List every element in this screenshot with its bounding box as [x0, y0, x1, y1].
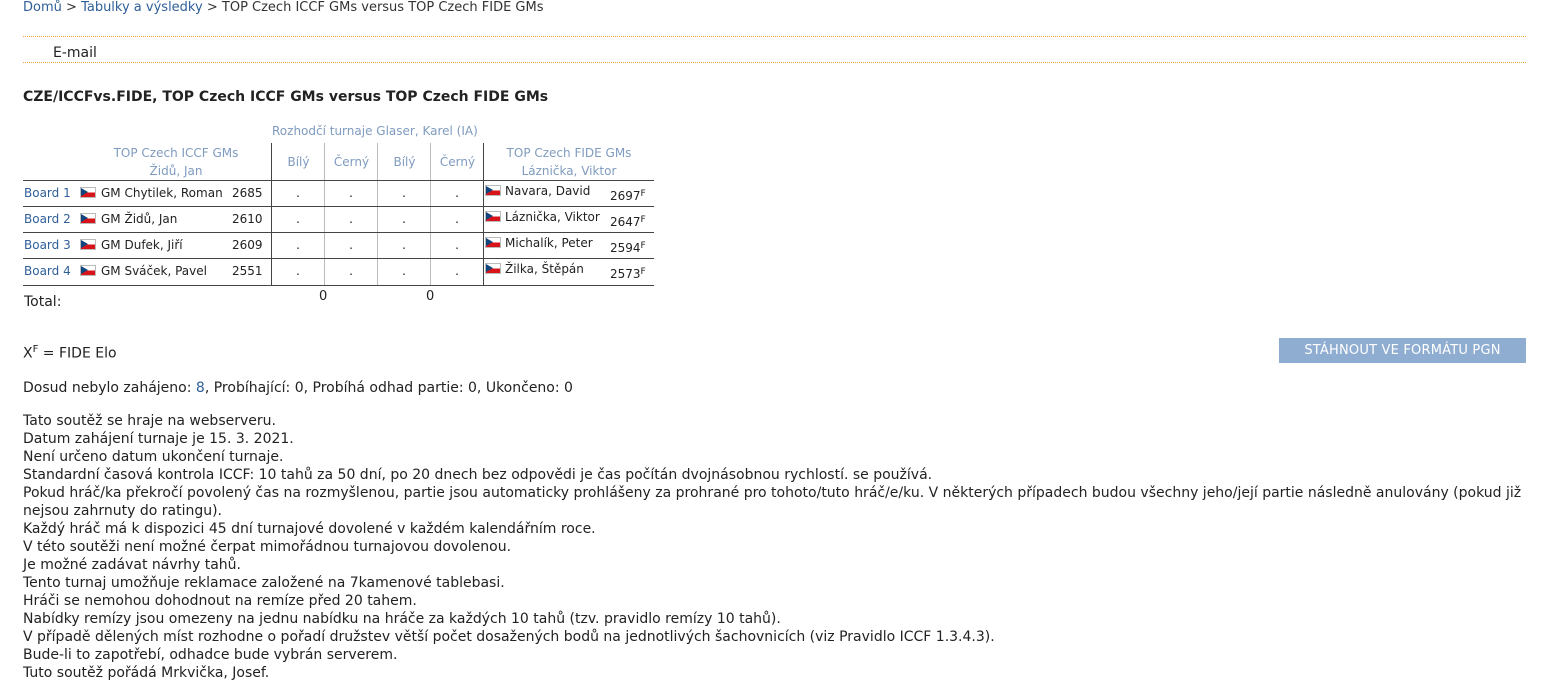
- rule-line: Hráči se nemohou dohodnout na remíze před 20 tahem.: [23, 593, 417, 609]
- rule-line: Pokud hráč/ka překročí povolený čas na rozmyšlenou, partie jsou automaticky prohlášeny za prohrané pro tohoto/tuto hráč/e/ku. V některých případech budou všechny jeho/její partie následně anulovány (pokud již nejsou zahrnuty do ratingu).: [23, 485, 1522, 519]
- total-label: Total:: [24, 294, 62, 310]
- flag-icon: [80, 264, 96, 278]
- grid-line: [271, 143, 272, 286]
- player-name[interactable]: GM Chytilek, Roman: [101, 186, 223, 200]
- rule-line: V případě dělených míst rozhodne o pořadí družstev větší počet dosažených bodů na jednotlivých šachovnicích (viz Pravidlo ICCF 1.3.4.3).: [23, 629, 995, 645]
- breadcrumb-home-link[interactable]: Domů: [23, 0, 62, 15]
- player-name[interactable]: Láznička, Viktor: [505, 210, 600, 224]
- player-rating: $2594^F$: [610, 241, 646, 255]
- result-cell[interactable]: .: [296, 212, 300, 226]
- team-right-name[interactable]: TOP Czech FIDE GMs: [506, 146, 632, 160]
- player-name[interactable]: Žilka, Štěpán: [505, 262, 584, 276]
- total-right-score: 0: [426, 289, 435, 304]
- column-header: Bílý: [287, 155, 310, 169]
- row-divider: [23, 285, 654, 286]
- page-title: CZE/ICCFvs.FIDE, TOP Czech ICCF GMs versus TOP Czech FIDE GMs: [23, 89, 549, 105]
- board-link[interactable]: Board 4: [24, 264, 71, 278]
- rule-line: Nabídky remízy jsou omezeny na jednu nabídku na hráče za každých 10 tahů (tzv. pravidlo remízy 10 tahů).: [23, 611, 781, 627]
- result-cell[interactable]: .: [402, 186, 406, 200]
- player-rating: $2697^F$: [610, 189, 646, 203]
- player-rating: $2647^F$: [610, 215, 646, 229]
- download-pgn-button[interactable]: STÁHNOUT VE FORMÁTU PGN: [1279, 338, 1526, 363]
- grid-line: [377, 143, 378, 286]
- player-rating: 2685: [232, 186, 263, 200]
- column-header: Bílý: [393, 155, 416, 169]
- rule-line: Standardní časová kontrola ICCF: 10 tahů za 50 dní, po 20 dnech bez odpovědi je čas počítán dvojnásobnou rychlostí. se používá.: [23, 467, 933, 483]
- player-name[interactable]: Navara, David: [505, 184, 591, 198]
- player-rating: 2551: [232, 264, 263, 278]
- arbiter-label: Rozhodčí turnaje Glaser, Karel (IA): [272, 124, 478, 138]
- result-cell[interactable]: .: [402, 238, 406, 252]
- result-cell[interactable]: .: [349, 264, 353, 278]
- team-left-captain: Židů, Jan: [149, 164, 203, 178]
- team-left-name[interactable]: TOP Czech ICCF GMs: [113, 146, 239, 160]
- result-cell[interactable]: .: [349, 186, 353, 200]
- flag-icon: [80, 212, 96, 226]
- player-rating: 2610: [232, 212, 263, 226]
- result-cell[interactable]: .: [455, 186, 459, 200]
- breadcrumb: [23, 0, 544, 15]
- team-right-header: [484, 144, 654, 180]
- flag-icon: [80, 186, 96, 200]
- result-cell[interactable]: .: [296, 238, 300, 252]
- row-divider: [23, 206, 654, 207]
- player-name[interactable]: GM Sváček, Pavel: [101, 264, 207, 278]
- flag-icon: [485, 210, 501, 224]
- flag-icon: [80, 238, 96, 252]
- breadcrumb-separator: >: [66, 0, 77, 15]
- tournament-rules: [23, 412, 1528, 682]
- grid-line: [483, 143, 484, 286]
- rule-line: Každý hráč má k dispozici 45 dní turnajové dovolené v každém kalendářním roce.: [23, 521, 596, 537]
- player-rating: 2609: [232, 238, 263, 252]
- board-link[interactable]: Board 1: [24, 186, 71, 200]
- fide-elo-legend: $X^F$ = FIDE Elo: [23, 344, 117, 362]
- row-divider: [23, 232, 654, 233]
- board-link[interactable]: Board 2: [24, 212, 71, 226]
- email-link[interactable]: E-mail: [53, 45, 97, 61]
- result-cell[interactable]: .: [402, 212, 406, 226]
- row-divider: [23, 180, 654, 181]
- team-left-header: [80, 144, 272, 180]
- not-started-count-link[interactable]: 8: [195, 380, 205, 396]
- column-header: Černý: [333, 155, 370, 169]
- breadcrumb-separator: >: [206, 0, 218, 15]
- rule-line: Bude-li to zapotřebí, odhadce bude vybrán serverem.: [23, 647, 398, 663]
- rule-line: Tuto soutěž pořádá Mrkvička, Josef.: [23, 665, 270, 681]
- breadcrumb-tables-link[interactable]: Tabulky a výsledky: [81, 0, 203, 15]
- result-cell[interactable]: .: [455, 264, 459, 278]
- grid-line: [324, 143, 325, 286]
- rule-line: V této soutěži není možné čerpat mimořádnou turnajovou dovolenou.: [23, 539, 512, 555]
- team-right-captain: Láznička, Viktor: [521, 164, 617, 178]
- column-header: Černý: [439, 155, 476, 169]
- rule-line: Není určeno datum ukončení turnaje.: [23, 449, 284, 465]
- grid-line: [430, 143, 431, 286]
- flag-icon: [485, 262, 501, 276]
- result-cell[interactable]: .: [402, 264, 406, 278]
- row-divider: [23, 258, 654, 259]
- divider: [23, 36, 1526, 37]
- rule-line: Datum zahájení turnaje je 15. 3. 2021.: [23, 431, 294, 447]
- rule-line: Tento turnaj umožňuje reklamace založené na 7kamenové tablebasi.: [23, 575, 505, 591]
- game-status-summary: Dosud nebylo zahájeno: 8, Probíhající: 0, Probíhá odhad partie: 0, Ukončeno: 0: [23, 380, 573, 396]
- total-left-score: 0: [319, 289, 328, 304]
- flag-icon: [485, 184, 501, 198]
- player-name[interactable]: Michalík, Peter: [505, 236, 593, 250]
- flag-icon: [485, 236, 501, 250]
- divider: [23, 62, 1526, 63]
- result-cell[interactable]: .: [455, 212, 459, 226]
- result-cell[interactable]: .: [296, 264, 300, 278]
- result-cell[interactable]: .: [349, 212, 353, 226]
- result-cell[interactable]: .: [296, 186, 300, 200]
- result-cell[interactable]: .: [455, 238, 459, 252]
- player-name[interactable]: GM Dufek, Jiří: [101, 238, 183, 252]
- player-name[interactable]: GM Židů, Jan: [101, 212, 178, 226]
- player-rating: $2573^F$: [610, 267, 646, 281]
- board-link[interactable]: Board 3: [24, 238, 71, 252]
- breadcrumb-current: TOP Czech ICCF GMs versus TOP Czech FIDE GMs: [221, 0, 544, 15]
- rule-line: Tato soutěž se hraje na webserveru.: [23, 413, 276, 429]
- result-cell[interactable]: .: [349, 238, 353, 252]
- rule-line: Je možné zadávat návrhy tahů.: [23, 557, 241, 573]
